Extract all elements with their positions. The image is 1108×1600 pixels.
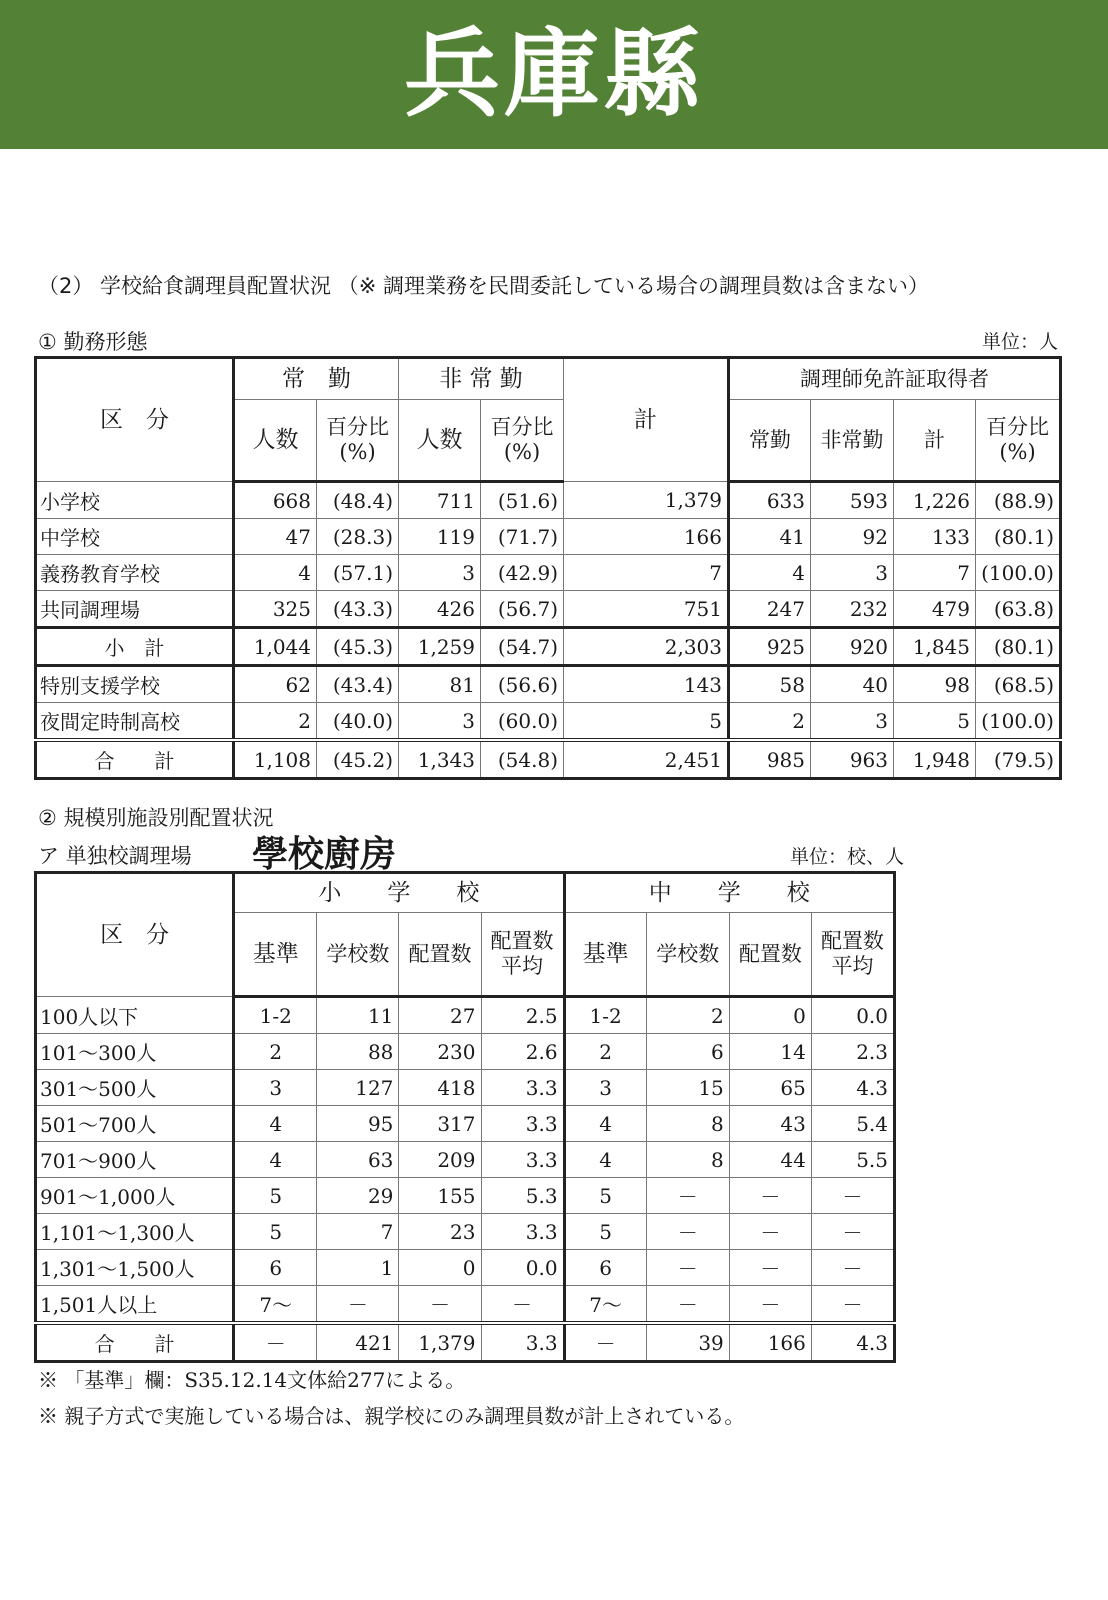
table2-header-schools-jr: 学校数: [646, 913, 729, 997]
table-row: 901～1,000人 5 29 155 5.3 5 － － －: [36, 1178, 895, 1214]
total-row: 合 計 1,108 (45.2) 1,343 (54.8) 2,451 985 963 1,948 (79.5): [36, 740, 1061, 779]
table-row: 100人以下 1-2 11 27 2.5 1-2 2 0 0.0: [36, 997, 895, 1034]
table1-header-licensed: 調理師免許証取得者: [729, 358, 1061, 400]
table-row: 701～900人 4 63 209 3.3 4 8 44 5.5: [36, 1142, 895, 1178]
subtotal-row: 小 計 1,044 (45.3) 1,259 (54.7) 2,303 925 920 1,845 (80.1): [36, 628, 1061, 666]
table-row: 共同調理場 325 (43.3) 426 (56.7) 751 247 232 479 (63.8): [36, 591, 1061, 628]
overlay-caption: 學校廚房: [252, 834, 397, 875]
table-row: 1,101～1,300人 5 7 23 3.3 5 － － －: [36, 1214, 895, 1250]
footnotes: [38, 1362, 744, 1434]
table1-header-parttime-pct: 百分比 (%): [481, 400, 564, 482]
table1-header-parttime: 非 常 勤: [399, 358, 564, 400]
table-row: 中学校 47 (28.3) 119 (71.7) 166 41 92 133 (80.1): [36, 519, 1061, 555]
table2-header-standard-jr: 基準: [564, 913, 646, 997]
table2-header-standard: 基準: [234, 913, 317, 997]
work-type-table: [34, 356, 1062, 780]
table-row: 小学校 668 (48.4) 711 (51.6) 1,379 633 593 1,226 (88.9): [36, 482, 1061, 519]
table-row: 1,301～1,500人 6 1 0 0.0 6 － － －: [36, 1250, 895, 1286]
footnote: ※ 「基準」欄：S35.12.14文体給277による。: [38, 1368, 466, 1392]
table2-unit: 単位：校、人: [790, 846, 905, 868]
table1-header-lic-total: 計: [894, 400, 976, 482]
table2-header-category: 区 分: [36, 873, 234, 997]
table1-header-fulltime: 常 勤: [234, 358, 399, 400]
table2-header-staff: 配置数: [399, 913, 481, 997]
table2-header-staff-jr: 配置数: [729, 913, 811, 997]
table2-heading: ② 規模別施設別配置状況: [38, 806, 274, 830]
table1-header-fulltime-pct: 百分比 (%): [317, 400, 399, 482]
table-row: 301～500人 3 127 418 3.3 3 15 65 4.3: [36, 1070, 895, 1106]
table1-unit: 単位：人: [982, 331, 1059, 353]
table2-subheading: ア 単独校調理場: [38, 844, 192, 868]
scale-table: [34, 871, 896, 1363]
table-row: 101～300人 2 88 230 2.6 2 6 14 2.3: [36, 1034, 895, 1070]
table-row: 特別支援学校 62 (43.4) 81 (56.6) 143 58 40 98 (68.5): [36, 666, 1061, 703]
banner-title: 兵庫縣: [404, 18, 704, 130]
table1-header-lic-pct: 百分比 (%): [976, 400, 1061, 482]
footnote: ※ 親子方式で実施している場合は、親学校にのみ調理員数が計上されている。: [38, 1404, 745, 1428]
table1-header-category: 区 分: [36, 358, 234, 482]
table2-header-schools: 学校数: [317, 913, 399, 997]
table-row: 義務教育学校 4 (57.1) 3 (42.9) 7 4 3 7 (100.0): [36, 555, 1061, 591]
table1-header-fulltime-people: 人数: [234, 400, 317, 482]
table2-header-average: 配置数 平均: [481, 913, 564, 997]
table1-header-lic-parttime: 非常勤: [811, 400, 894, 482]
table2-header-elementary: 小 学 校: [234, 873, 564, 913]
table1-header-parttime-people: 人数: [399, 400, 481, 482]
table-row: 夜間定時制高校 2 (40.0) 3 (60.0) 5 2 3 5 (100.0): [36, 703, 1061, 741]
table1-heading: ① 勤務形態: [38, 330, 148, 354]
table-row: 501～700人 4 95 317 3.3 4 8 43 5.4: [36, 1106, 895, 1142]
table2-header-average-jr: 配置数 平均: [811, 913, 894, 997]
section-title: （2） 学校給食調理員配置状況 （※ 調理業務を民間委託している場合の調理員数は含まない）: [38, 274, 929, 298]
total-row: 合 計 － 421 1,379 3.3 － 39 166 4.3: [36, 1323, 895, 1362]
table2-header-junior: 中 学 校: [564, 873, 894, 913]
table1-header-total: 計: [564, 358, 729, 482]
table-row: 1,501人以上 7～ － － － 7～ － － －: [36, 1286, 895, 1324]
table1-header-lic-fulltime: 常勤: [729, 400, 811, 482]
